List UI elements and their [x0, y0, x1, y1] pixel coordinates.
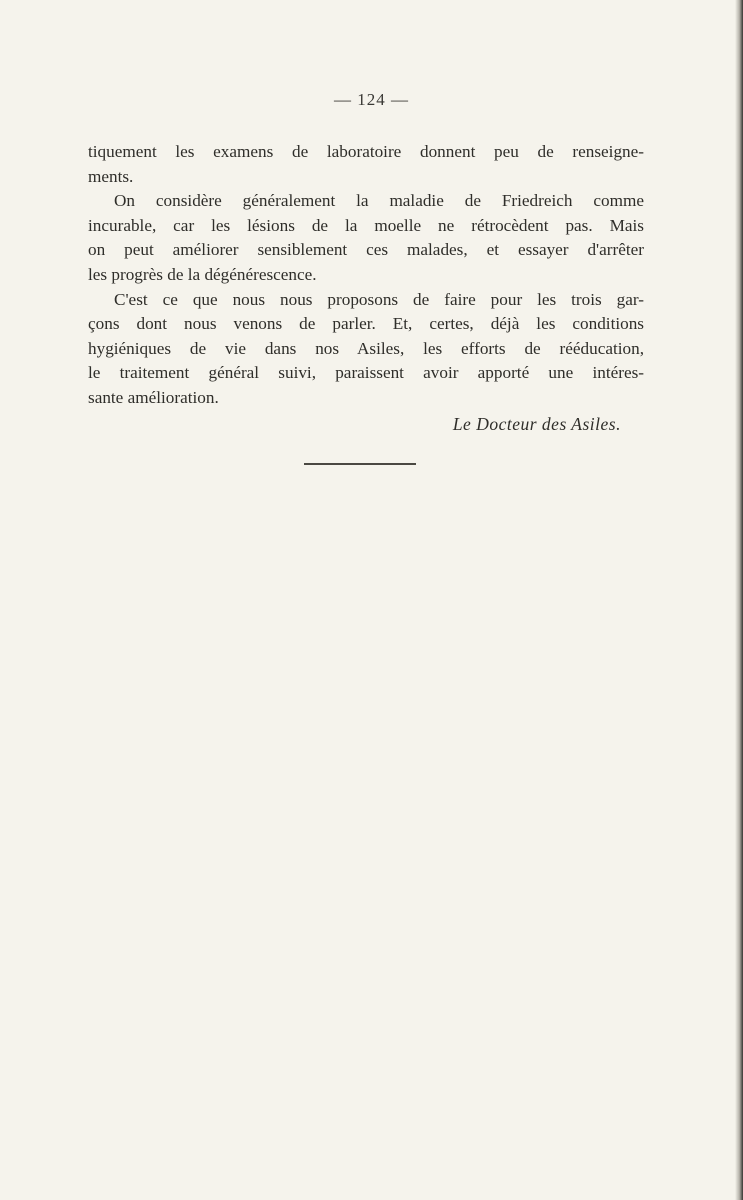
- text-line: çons dont nous venons de parler. Et, certes, déjà les conditions: [88, 314, 644, 334]
- text-line: hygiéniques de vie dans nos Asiles, les efforts de rééducation,: [88, 338, 644, 358]
- text-line: tiquement les examens de laboratoire donnent peu de renseigne-: [88, 142, 644, 161]
- signature: Le Docteur des Asiles.: [452, 414, 621, 434]
- body-text: [88, 140, 644, 411]
- text-line: le traitement général suivi, paraissent avoir apporté une intéres-: [88, 363, 644, 383]
- text-line: C'est ce que nous nous proposons de faire pour les trois gar-: [114, 289, 644, 309]
- text-line: On considère généralement la maladie de Friedreich comme: [114, 191, 644, 211]
- text-line: ments.: [88, 166, 134, 186]
- text-line: incurable, car les lésions de la moelle ne rétrocèdent pas. Mais: [88, 215, 644, 235]
- section-divider: [304, 463, 416, 465]
- page-edge-shadow: [735, 0, 743, 1200]
- text-line: on peut améliorer sensiblement ces malades, et essayer d'arrêter: [88, 240, 644, 260]
- text-line: les progrès de la dégénérescence.: [88, 264, 317, 284]
- text-line: sante amélioration.: [88, 387, 219, 407]
- page-number: — 124 —: [334, 90, 409, 109]
